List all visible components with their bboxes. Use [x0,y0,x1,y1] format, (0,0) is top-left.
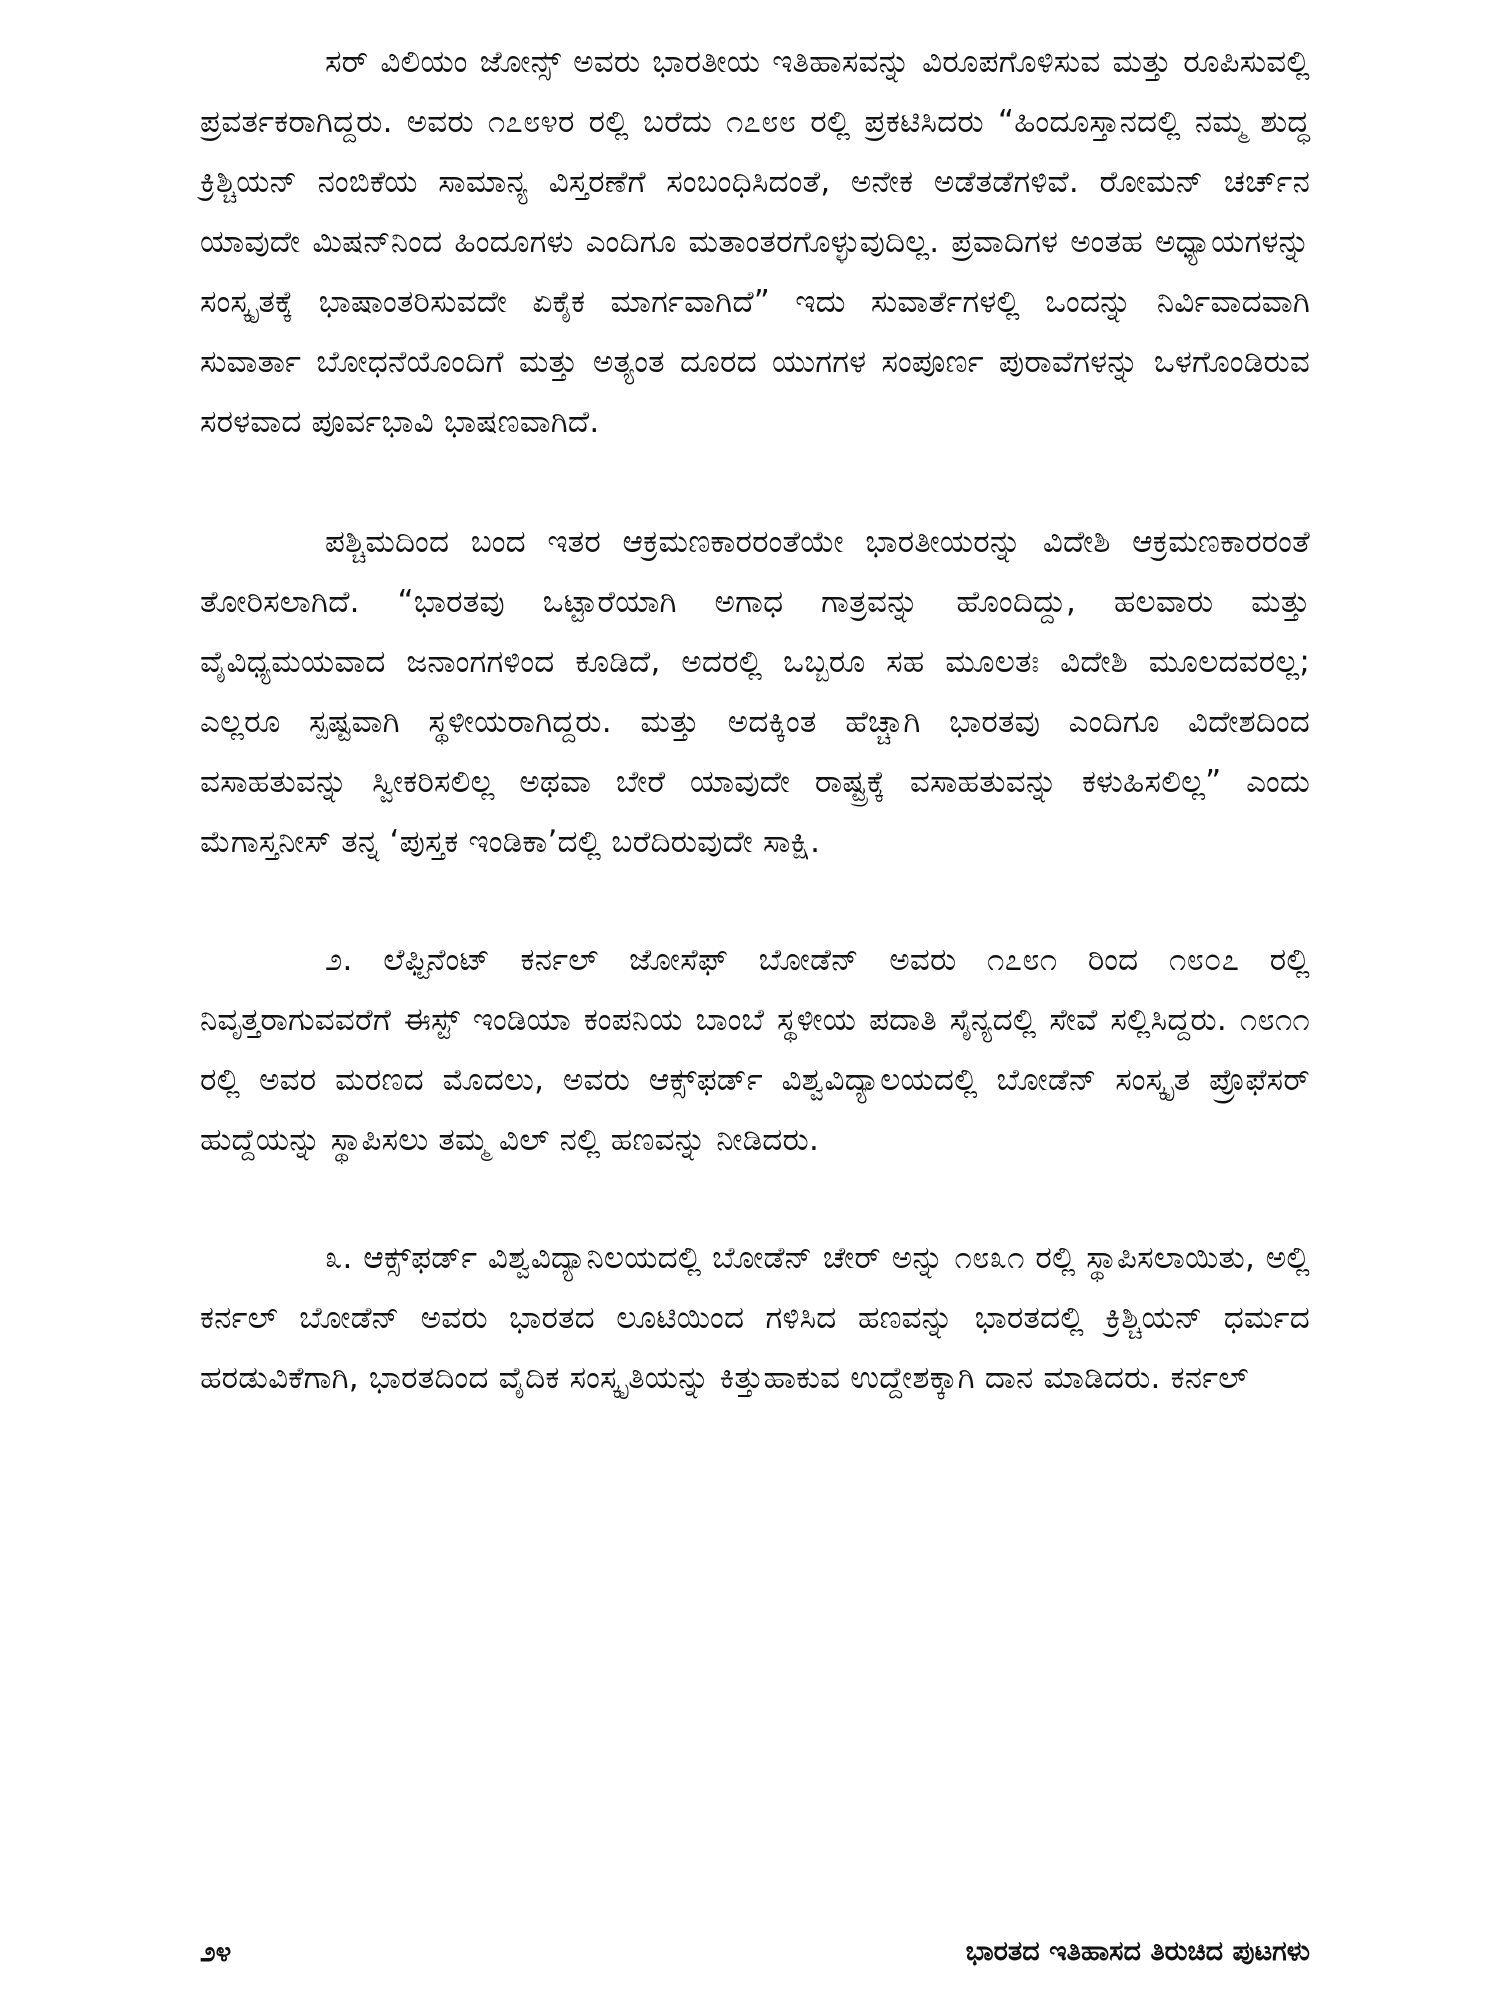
document-page [200,32,1310,1972]
page-number: ೨೪ [200,1935,232,1968]
body-paragraph-1: ಸರ್ ವಿಲಿಯಂ ಜೋನ್ಸ್ ಅವರು ಭಾರತೀಯ ಇತಿಹಾಸವನ್ನು ವಿರೂಪಗೊಳಿಸುವ ಮತ್ತು ರೂಪಿಸುವಲ್ಲಿ ಪ್ರವರ್ತಕರಾಗಿದ್ದರು. ಅವರು ೧೭೮೪ರ ರಲ್ಲಿ ಬರೆದು ೧೭೮೮ ರಲ್ಲಿ ಪ್ರಕಟಿಸಿದರು “ಹಿಂದೂಸ್ತಾನದಲ್ಲಿ ನಮ್ಮ ಶುದ್ಧ ಕ್ರಿಶ್ಚಿಯನ್ ನಂಬಿಕೆಯ ಸಾಮಾನ್ಯ ವಿಸ್ತರಣೆಗೆ ಸಂಬಂಧಿಸಿದಂತೆ, ಅನೇಕ ಅಡೆತಡೆಗಳಿವೆ. ರೋಮನ್ ಚರ್ಚ್‌ನ ಯಾವುದೇ ಮಿಷನ್‌ನಿಂದ ಹಿಂದೂಗಳು ಎಂದಿಗೂ ಮತಾಂತರಗೊಳ್ಳುವುದಿಲ್ಲ. ಪ್ರವಾದಿಗಳ ಅಂತಹ ಅಧ್ಯಾಯಗಳನ್ನು ಸಂಸ್ಕೃತಕ್ಕೆ ಭಾಷಾಂತರಿಸುವದೇ ಏಕೈಕ ಮಾರ್ಗವಾಗಿದೆ” ಇದು ಸುವಾರ್ತೆಗಳಲ್ಲಿ ಒಂದನ್ನು ನಿರ್ವಿವಾದವಾಗಿ ಸುವಾರ್ತಾ ಬೋಧನೆಯೊಂದಿಗೆ ಮತ್ತು ಅತ್ಯಂತ ದೂರದ ಯುಗಗಳ ಸಂಪೂರ್ಣ ಪುರಾವೆಗಳನ್ನು ಒಳಗೊಂಡಿರುವ ಸರಳವಾದ ಪೂರ್ವಭಾವಿ ಭಾಷಣವಾಗಿದೆ. [200,44,1310,440]
body-paragraph-3: ೨. ಲೆಫ್ಟಿನೆಂಟ್ ಕರ್ನಲ್ ಜೋಸೆಫ್ ಬೋಡೆನ್ ಅವರು ೧೭೮೧ ರಿಂದ ೧೮೦೭ ರಲ್ಲಿ ನಿವೃತ್ತರಾಗುವವರೆಗೆ ಈಸ್ಟ್ ಇಂಡಿಯಾ ಕಂಪನಿಯ ಬಾಂಬೆ ಸ್ಥಳೀಯ ಪದಾತಿ ಸೈನ್ಯದಲ್ಲಿ ಸೇವೆ ಸಲ್ಲಿಸಿದ್ದರು. ೧೮೧೧ ರಲ್ಲಿ ಅವರ ಮರಣದ ಮೊದಲು, ಅವರು ಆಕ್ಸ್‌ಫರ್ಡ್ ವಿಶ್ವವಿದ್ಯಾಲಯದಲ್ಲಿ ಬೋಡೆನ್ ಸಂಸ್ಕೃತ ಪ್ರೊಫೆಸರ್ ಹುದ್ದೆಯನ್ನು ಸ್ಥಾಪಿಸಲು ತಮ್ಮ ವಿಲ್ ನಲ್ಲಿ ಹಣವನ್ನು ನೀಡಿದರು. [200,942,1310,1158]
page-footer [200,1932,1310,1972]
body-paragraph-2: ಪಶ್ಚಿಮದಿಂದ ಬಂದ ಇತರ ಆಕ್ರಮಣಕಾರರಂತೆಯೇ ಭಾರತೀಯರನ್ನು ವಿದೇಶಿ ಆಕ್ರಮಣಕಾರರಂತೆ ತೋರಿಸಲಾಗಿದೆ. “ಭಾರತವು ಒಟ್ಟಾರೆಯಾಗಿ ಅಗಾಧ ಗಾತ್ರವನ್ನು ಹೊಂದಿದ್ದು, ಹಲವಾರು ಮತ್ತು ವೈವಿಧ್ಯಮಯವಾದ ಜನಾಂಗಗಳಿಂದ ಕೂಡಿದೆ, ಅದರಲ್ಲಿ ಒಬ್ಬರೂ ಸಹ ಮೂಲತಃ ವಿದೇಶಿ ಮೂಲದವರಲ್ಲ; ಎಲ್ಲರೂ ಸ್ಪಷ್ಟವಾಗಿ ಸ್ಥಳೀಯರಾಗಿದ್ದರು. ಮತ್ತು ಅದಕ್ಕಿಂತ ಹೆಚ್ಚಾಗಿ ಭಾರತವು ಎಂದಿಗೂ ವಿದೇಶದಿಂದ ವಸಾಹತುವನ್ನು ಸ್ವೀಕರಿಸಲಿಲ್ಲ ಅಥವಾ ಬೇರೆ ಯಾವುದೇ ರಾಷ್ಟ್ರಕ್ಕೆ ವಸಾಹತುವನ್ನು ಕಳುಹಿಸಲಿಲ್ಲ” ಎಂದು ಮೆಗಾಸ್ತನೀಸ್ ತನ್ನ ‘ಪುಸ್ತಕ ಇಂಡಿಕಾ’ದಲ್ಲಿ ಬರೆದಿರುವುದೇ ಸಾಕ್ಷಿ. [200,524,1310,860]
body-paragraph-4: ೩. ಆಕ್ಸ್‌ಫರ್ಡ್ ವಿಶ್ವವಿದ್ಯಾನಿಲಯದಲ್ಲಿ ಬೋಡೆನ್ ಚೇರ್ ಅನ್ನು ೧೮೩೧ ರಲ್ಲಿ ಸ್ಥಾಪಿಸಲಾಯಿತು, ಅಲ್ಲಿ ಕರ್ನಲ್ ಬೋಡೆನ್ ಅವರು ಭಾರತದ ಲೂಟಿಯಿಂದ ಗಳಿಸಿದ ಹಣವನ್ನು ಭಾರತದಲ್ಲಿ ಕ್ರಿಶ್ಚಿಯನ್ ಧರ್ಮದ ಹರಡುವಿಕೆಗಾಗಿ, ಭಾರತದಿಂದ ವೈದಿಕ ಸಂಸ್ಕೃತಿಯನ್ನು ಕಿತ್ತುಹಾಕುವ ಉದ್ದೇಶಕ್ಕಾಗಿ ದಾನ ಮಾಡಿದರು. ಕರ್ನಲ್ [200,1240,1310,1396]
running-title: ಭಾರತದ ಇತಿಹಾಸದ ತಿರುಚಿದ ಪುಟಗಳು [965,1936,1310,1967]
